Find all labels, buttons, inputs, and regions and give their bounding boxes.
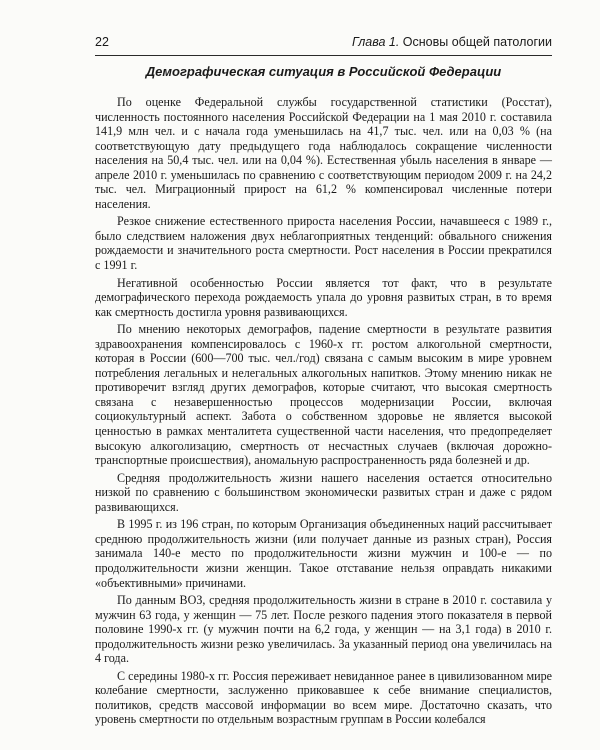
paragraph: По оценке Федеральной службы государственной статистики (Росстат), численность постоянного населения Российской Федерации на 1 мая 2010 г. составила 141,9 млн чел. и с начала года уменьшилась на 41,7 тыс. чел. или на 0,03 % (на соответствующую дату предыдущего года наблюдалось сокращение численности населения на 50,4 тыс. чел. или на 0,04 %). Естественная убыль населения в январе — апреле 2010 г. уменьшилась по сравнению с соответствующим периодом 2009 г. на 24,2 тыс. чел. Миграционный прирост на 61,2 % компенсировал численные потери населения. bbox=[95, 95, 552, 211]
paragraph: Средняя продолжительность жизни нашего населения остается относительно низкой по сравнению с большинством экономически развитых стран и даже с рядом развивающихся. bbox=[95, 470, 552, 514]
paragraph: Резкое снижение естественного прироста населения России, начавшееся с 1989 г., было следствием наложения двух неблагоприятных тенденций: обвального снижения рождаемости и значительного роста смертности. Рост населения в России прекратился с 1991 г. bbox=[95, 214, 552, 273]
section-title: Демографическая ситуация в Российской Федерации bbox=[145, 64, 502, 79]
paragraph: По данным ВОЗ, средняя продолжительность жизни в стране в 2010 г. составила у мужчин 63 года, у женщин — 75 лет. После резкого падения этого показателя в первой половине 1990-х гг. (у мужчин почти на 6,2 года, у женщин — на 3,1 года) в 2010 г. продолжительность жизни резко увеличилась. За указанный период она увеличилась на 4 года. bbox=[95, 593, 552, 666]
paragraph: Негативной особенностью России является тот факт, что в результате демографического перехода рождаемость упала до уровня развитых стран, в то время как смертность достигла уровня развивающихся. bbox=[95, 275, 552, 319]
paragraph: С середины 1980-х гг. Россия переживает невиданное ранее в цивилизованном мире колебание смертности, заслуженно приковавшее к себе внимание специалистов, политиков, средств массовой информации во всем мире. Достаточно сказать, что уровень смертности по отдельным возрастным группам в России колебался bbox=[95, 668, 552, 727]
header-rule bbox=[95, 55, 552, 56]
chapter-title: Основы общей патологии bbox=[402, 35, 552, 49]
paragraph: По мнению некоторых демографов, падение смертности в результате развития здравоохранения компенсировалось с 1960-х гг. ростом алкогольной смертности, которая в России (600—700 тыс. чел./год) связана с самым высоким в мире уровнем потребления легальных и нелегальных алкогольных напитков. Этому мнению никак не противоречит взгляд других демографов, которые считают, что высокая смертность связана с незавершенностью процессов модернизации России, включая социокультурный аспект. Забота о собственном здоровье не является высокой ценностью в рамках менталитета существенной части населения, что предопределяет высокую алкоголизацию, смертность от несчастных случаев (включая дорожно-транспортные происшествия), аномальную распространенность ряда болезней и др. bbox=[95, 322, 552, 468]
body-text bbox=[95, 95, 552, 730]
paragraph: В 1995 г. из 196 стран, по которым Организация объединенных наций рассчитывает среднюю продолжительность жизни (или получает данные из разных стран), Россия занимала 140-е место по продолжительности жизни мужчин и 100-е — по продолжительности жизни женщин. Такое отставание нельзя оправдать никакими «объективными» причинами. bbox=[95, 517, 552, 590]
running-head bbox=[352, 35, 552, 49]
chapter-label: Глава 1. bbox=[351, 35, 400, 49]
page-number: 22 bbox=[95, 35, 109, 49]
page-header bbox=[95, 35, 552, 53]
